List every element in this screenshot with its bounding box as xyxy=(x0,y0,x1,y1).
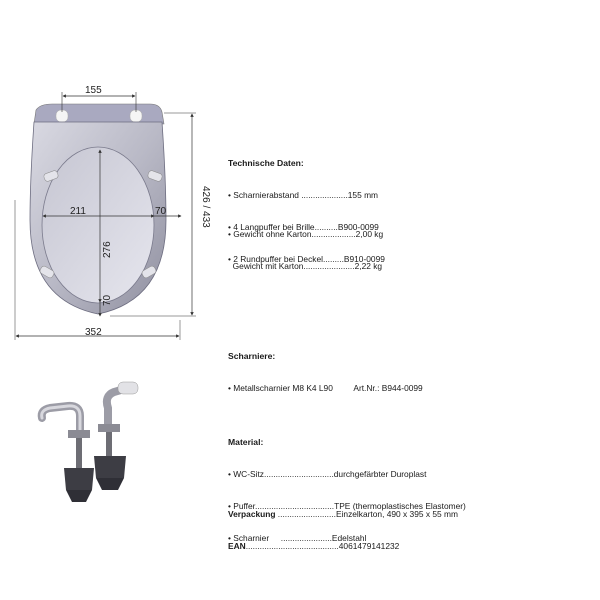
dim-rim-bottom: 70 xyxy=(102,294,113,306)
packaging-section xyxy=(228,488,458,562)
weight-line: • Gewicht ohne Karton...................2,00 kg xyxy=(228,229,384,240)
technical-line: • 2 Rundpuffer bei Deckel.........B910-0099 xyxy=(228,253,385,264)
packaging-dots: ......................... xyxy=(275,509,336,520)
dim-total-length: 426 / 433 xyxy=(200,186,211,228)
material-line: • Puffer..................................TPE (thermoplastisches Elastomer) xyxy=(228,500,466,511)
dim-inner-length: 276 xyxy=(102,241,113,258)
ean-label: EAN xyxy=(228,540,246,551)
hinges-line: • Metallscharnier M8 K4 L90 Art.Nr.: B944-0099 xyxy=(228,382,423,393)
packaging-label: Verpackung xyxy=(228,509,276,520)
material-line: • WC-Sitz..............................durchgefärbter Duroplast xyxy=(228,468,427,479)
dim-hinge-distance: 155 xyxy=(85,85,102,96)
hinge-hardware-image xyxy=(42,382,138,502)
weight-line: Gewicht mit Karton......................2,22 kg xyxy=(228,260,383,271)
dim-rim-right: 70 xyxy=(155,206,167,217)
technical-line: • 4 Langpuffer bei Brille..........B900-0099 xyxy=(228,221,379,232)
material-line: • Scharnier ......................Edelstahl xyxy=(228,532,367,543)
hinges-section xyxy=(228,330,423,404)
hinge-bar xyxy=(34,104,164,124)
ean-value: 4061479141232 xyxy=(338,540,400,551)
packaging-value: Einzelkarton, 490 x 395 x 55 mm xyxy=(335,509,458,520)
weight-section xyxy=(228,208,383,282)
dim-total-width: 352 xyxy=(85,327,102,338)
hinges-heading: Scharniere: xyxy=(228,351,276,362)
seat-opening xyxy=(42,147,154,303)
technical-data-heading: Technische Daten: xyxy=(228,158,304,169)
material-heading: Material: xyxy=(228,437,264,448)
ean-dots: ........................................ xyxy=(245,540,339,551)
technical-line: • Scharnierabstand ....................155 mm xyxy=(228,189,379,200)
dim-inner-width: 211 xyxy=(70,206,86,217)
